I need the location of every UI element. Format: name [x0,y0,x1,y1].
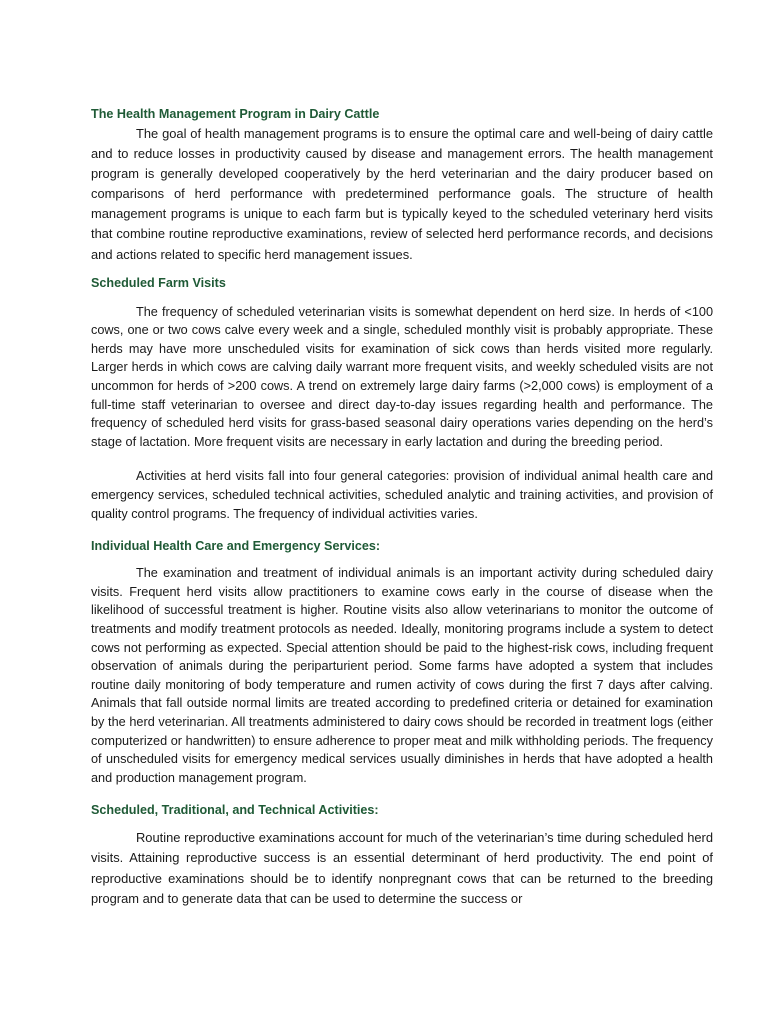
spacer [91,265,713,273]
section-heading-technical-activities: Scheduled, Traditional, and Technical Activities: [91,803,379,818]
paragraph-visit-frequency: The frequency of scheduled veterinarian visits is somewhat dependent on herd size. In herds of <100 cows, one or two cows calve every week and a single, scheduled monthly visit is probably appropriate. These herds may have more unscheduled visits for examination of sick cows than herds visited more regularly. Larger herds in which cows are calving daily warrant more frequent visits, and weekly scheduled visits are not uncommon for herds of >200 cows. A trend on extremely large dairy farms (>2,000 cows) is employment of a full-time staff veterinarian to oversee and direct day-to-day issues regarding health and performance. The frequency of scheduled herd visits for grass-based seasonal dairy operations varies depending on the herd’s stage of lactation. More frequent visits are necessary in early lactation and during the breeding period. [91,304,713,449]
paragraph-health-management: The goal of health management programs is to ensure the optimal care and well-being of dairy cattle and to reduce losses in productivity caused by disease and management errors. The health management program is generally developed cooperatively by the herd veterinarian and the dairy producer based on comparisons of herd performance with predetermined performance goals. The structure of health management programs is unique to each farm but is typically keyed to the scheduled veterinary herd visits that combine routine reproductive examinations, review of selected herd performance records, and decisions and actions related to specific herd management issues. [91,126,713,262]
section-heading-individual-health-care: Individual Health Care and Emergency Services: [91,539,381,554]
spacer [91,556,713,564]
spacer [91,523,713,536]
spacer [91,787,713,800]
document-page [91,104,713,909]
spacer [91,451,713,467]
spacer [91,293,713,303]
paragraph-individual-health-care: The examination and treatment of individual animals is an important activity during scheduled dairy visits. Frequent herd visits allow practitioners to examine cows early in the course of disease when the likelihood of successful treatment is higher. Routine visits also allow veterinarians to monitor the outcome of treatments and modify treatment protocols as needed. Ideally, monitoring programs include a system to detect cows not performing as expected. Special attention should be paid to the highest-risk cows, including frequent observation of animals during the periparturient period. Some farms have adopted a system that includes routine daily monitoring of body temperature and rumen activity of cows during the first 7 days after calving. Animals that fall outside normal limits are treated according to predefined criteria or detained for examination by the herd veterinarian. All treatments administered to dairy cows should be recorded in treatment logs (either computerized or handwritten) to ensure adherence to proper meat and milk withholding periods. The frequency of unscheduled visits for emergency medical services usually diminishes in herds that have adopted a health and production management program. [91,566,713,785]
section-heading-health-management: The Health Management Program in Dairy Cattle [91,107,380,121]
paragraph-technical-activities: Routine reproductive examinations account for much of the veterinarian’s time during scheduled herd visits. Attaining reproductive success is an essential determinant of herd productivity. The end point of reproductive examinations should be to identify nonpregnant cows that can be returned to the breeding program and to generate data that can be used to determine the success or [91,830,713,906]
section-heading-scheduled-farm-visits: Scheduled Farm Visits [91,275,226,290]
paragraph-visit-activities: Activities at herd visits fall into four general categories: provision of individual animal health care and emergency services, scheduled technical activities, scheduled analytic and training activities, and provision of quality control programs. The frequency of individual activities varies. [91,469,713,521]
spacer [91,820,713,828]
